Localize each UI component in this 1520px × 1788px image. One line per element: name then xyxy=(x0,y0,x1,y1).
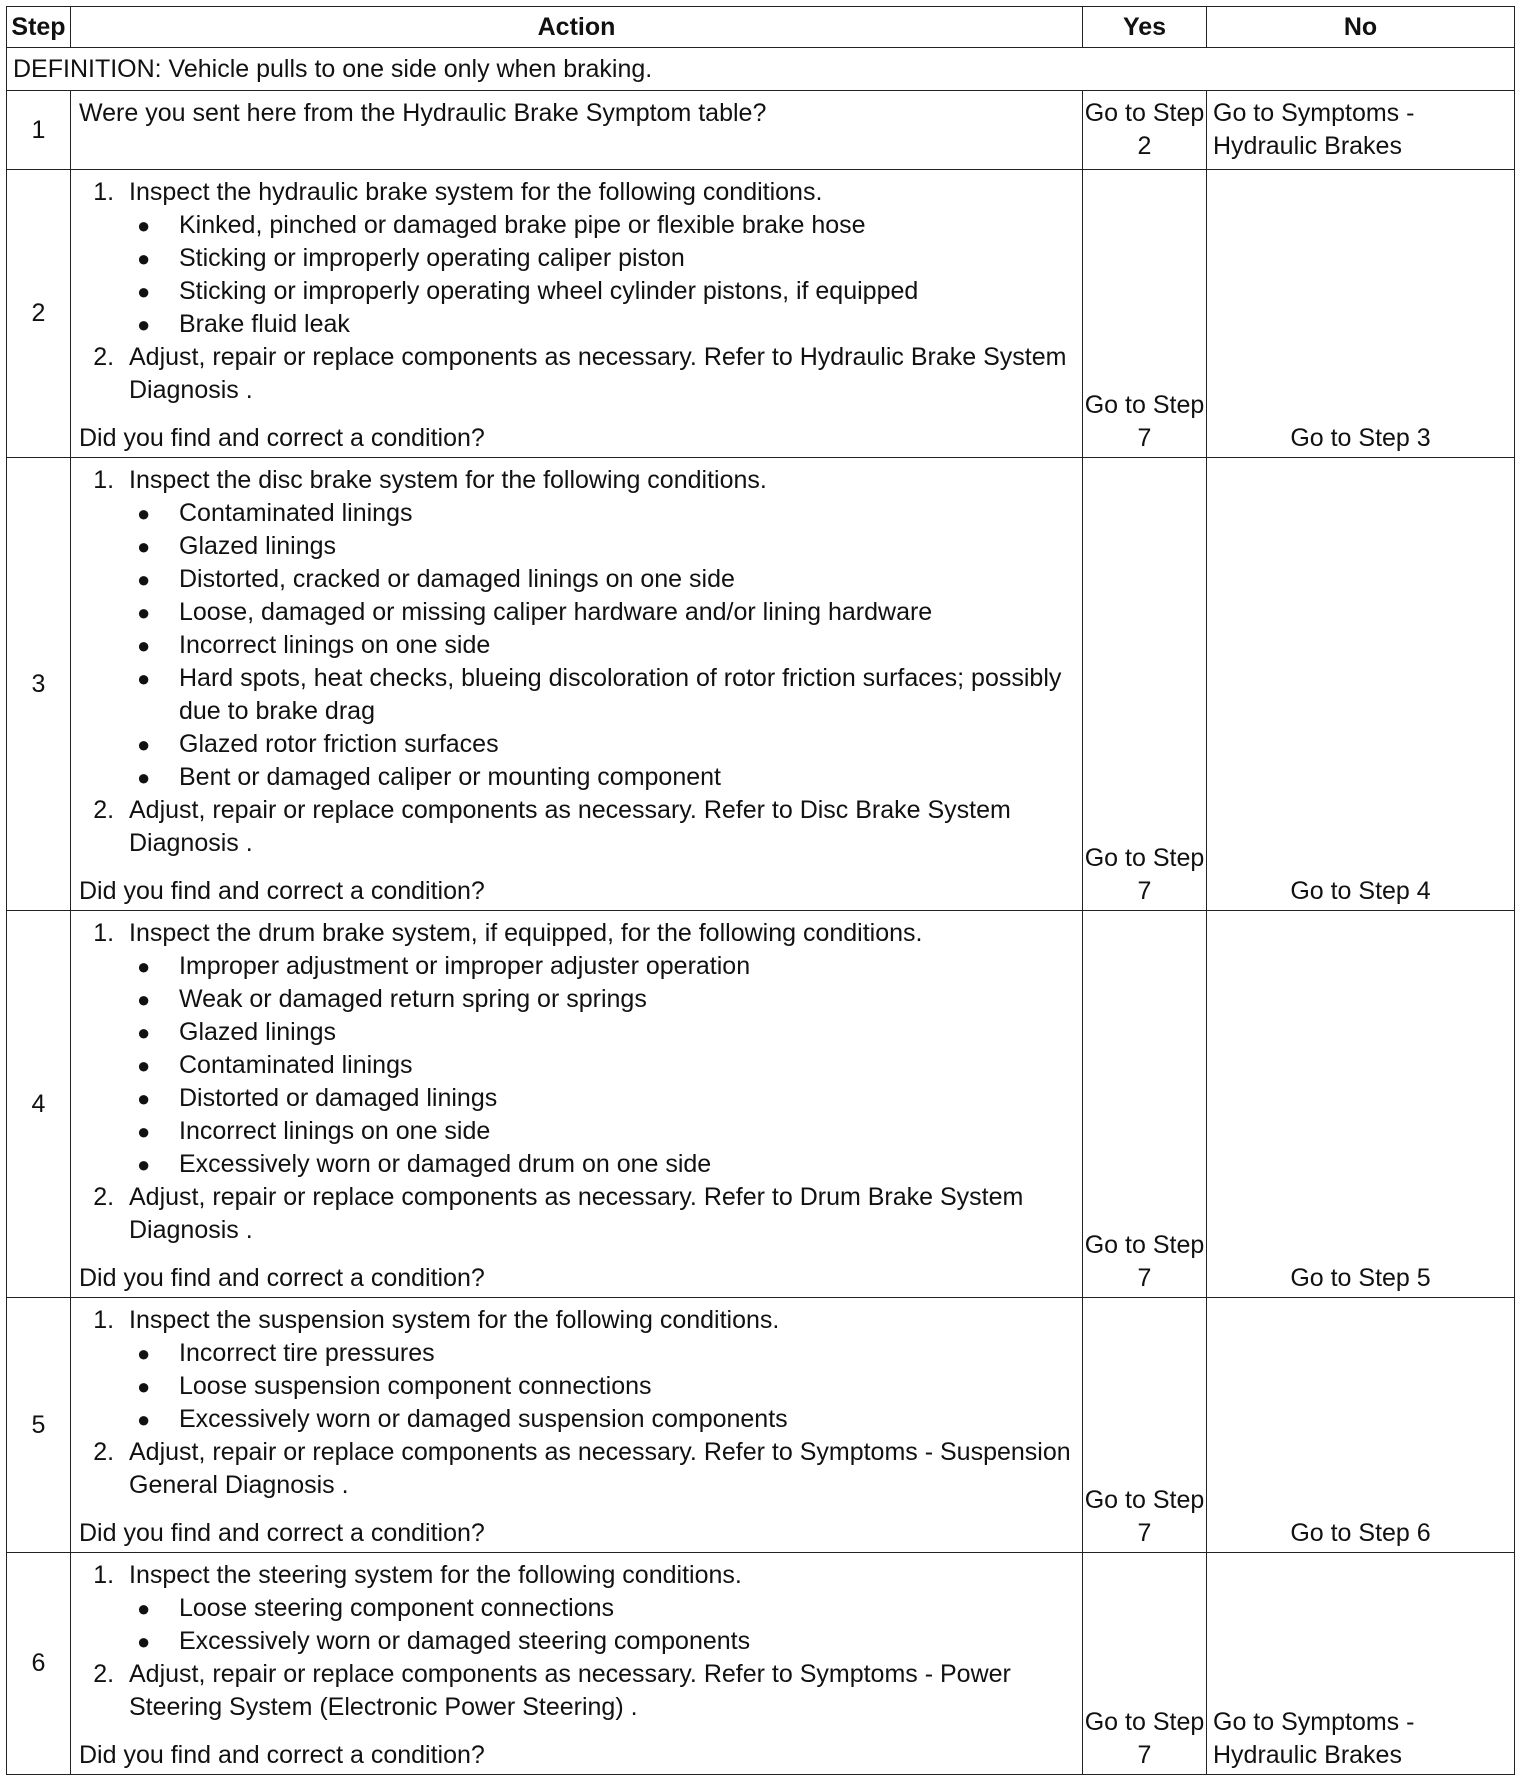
table-row xyxy=(7,1298,1515,1553)
step-number: 6 xyxy=(7,1553,71,1775)
header-step: Step xyxy=(7,7,71,48)
condition-item: ● Hard spots, heat checks, blueing discoloration of rotor friction surfaces; possibly due to brake drag xyxy=(169,662,1074,728)
list-item xyxy=(121,794,1074,860)
diagnostic-table xyxy=(6,6,1515,1775)
step-number: 4 xyxy=(7,911,71,1298)
condition-item: ● Contaminated linings xyxy=(169,497,1074,530)
condition-item: ● Loose steering component connections xyxy=(169,1592,1074,1625)
question-text: Did you find and correct a condition? xyxy=(79,877,485,905)
action-list xyxy=(79,176,1074,407)
condition-item: ● Contaminated linings xyxy=(169,1049,1074,1082)
action-list xyxy=(79,1304,1074,1502)
header-no: No xyxy=(1207,7,1515,48)
condition-item: ● Brake fluid leak xyxy=(169,308,1074,341)
step-number: 5 xyxy=(7,1298,71,1553)
inspect-text: Inspect the disc brake system for the following conditions. xyxy=(129,466,767,494)
inspect-text: Inspect the drum brake system, if equipped, for the following conditions. xyxy=(129,919,923,947)
definition-text: DEFINITION: Vehicle pulls to one side only when braking. xyxy=(7,48,1515,91)
condition-item: ● Excessively worn or damaged suspension components xyxy=(169,1403,1074,1436)
condition-item: ● Sticking or improperly operating caliper piston xyxy=(169,242,1074,275)
inspect-text: Inspect the suspension system for the following conditions. xyxy=(129,1306,780,1334)
yes-cell: Go to Step 7 xyxy=(1083,1298,1207,1553)
list-item xyxy=(121,1304,1074,1436)
list-item xyxy=(121,1658,1074,1724)
yes-cell: Go to Step 7 xyxy=(1083,1553,1207,1775)
action-cell xyxy=(71,91,1083,170)
adjust-text: Adjust, repair or replace components as necessary. Refer to Drum Brake System Diagnosis . xyxy=(129,1183,1024,1244)
step-number: 2 xyxy=(7,170,71,458)
action-text: Were you sent here from the Hydraulic Brake Symptom table? xyxy=(79,99,767,127)
condition-item: ● Glazed linings xyxy=(169,530,1074,563)
yes-cell: Go to Step 7 xyxy=(1083,170,1207,458)
no-cell: Go to Step 3 xyxy=(1207,170,1515,458)
no-cell: Go to Step 4 xyxy=(1207,458,1515,911)
action-list xyxy=(79,464,1074,860)
list-item xyxy=(121,1559,1074,1658)
adjust-text: Adjust, repair or replace components as necessary. Refer to Disc Brake System Diagnosis . xyxy=(129,796,1011,857)
table-row xyxy=(7,911,1515,1298)
condition-item: ● Weak or damaged return spring or springs xyxy=(169,983,1074,1016)
condition-item: ● Loose suspension component connections xyxy=(169,1370,1074,1403)
condition-item: ● Distorted, cracked or damaged linings on one side xyxy=(169,563,1074,596)
action-list xyxy=(79,1559,1074,1724)
definition-row xyxy=(7,48,1515,91)
condition-item: ● Improper adjustment or improper adjuster operation xyxy=(169,950,1074,983)
no-cell: Go to Step 5 xyxy=(1207,911,1515,1298)
condition-list xyxy=(129,1337,1074,1436)
question-text: Did you find and correct a condition? xyxy=(79,1264,485,1292)
yes-cell: Go to Step 7 xyxy=(1083,458,1207,911)
condition-item: ● Incorrect linings on one side xyxy=(169,1115,1074,1148)
list-item xyxy=(121,1181,1074,1247)
action-cell xyxy=(71,911,1083,1298)
action-cell xyxy=(71,1298,1083,1553)
no-cell: Go to Symptoms - Hydraulic Brakes xyxy=(1207,91,1515,170)
no-cell: Go to Step 6 xyxy=(1207,1298,1515,1553)
header-action: Action xyxy=(71,7,1083,48)
condition-item: ● Glazed linings xyxy=(169,1016,1074,1049)
question-text: Did you find and correct a condition? xyxy=(79,424,485,452)
list-item xyxy=(121,1436,1074,1502)
step-number: 1 xyxy=(7,91,71,170)
condition-item: ● Incorrect tire pressures xyxy=(169,1337,1074,1370)
yes-cell: Go to Step 2 xyxy=(1083,91,1207,170)
header-yes: Yes xyxy=(1083,7,1207,48)
condition-item: ● Loose, damaged or missing caliper hardware and/or lining hardware xyxy=(169,596,1074,629)
action-cell xyxy=(71,458,1083,911)
action-cell xyxy=(71,1553,1083,1775)
condition-item: ● Incorrect linings on one side xyxy=(169,629,1074,662)
condition-list xyxy=(129,497,1074,794)
diagnostic-document xyxy=(6,6,1514,1775)
list-item xyxy=(121,464,1074,794)
condition-item: ● Distorted or damaged linings xyxy=(169,1082,1074,1115)
list-item xyxy=(121,176,1074,341)
table-row xyxy=(7,170,1515,458)
action-cell xyxy=(71,170,1083,458)
inspect-text: Inspect the steering system for the following conditions. xyxy=(129,1561,742,1589)
condition-item: ● Glazed rotor friction surfaces xyxy=(169,728,1074,761)
condition-item: ● Excessively worn or damaged steering components xyxy=(169,1625,1074,1658)
adjust-text: Adjust, repair or replace components as necessary. Refer to Symptoms - Suspension General Diagnosis . xyxy=(129,1438,1071,1499)
condition-item: ● Sticking or improperly operating wheel cylinder pistons, if equipped xyxy=(169,275,1074,308)
header-row xyxy=(7,7,1515,48)
no-cell: Go to Symptoms - Hydraulic Brakes xyxy=(1207,1553,1515,1775)
condition-list xyxy=(129,209,1074,341)
question-text: Did you find and correct a condition? xyxy=(79,1741,485,1769)
table-row xyxy=(7,91,1515,170)
condition-item: ● Kinked, pinched or damaged brake pipe or flexible brake hose xyxy=(169,209,1074,242)
condition-list xyxy=(129,1592,1074,1658)
step-number: 3 xyxy=(7,458,71,911)
adjust-text: Adjust, repair or replace components as necessary. Refer to Symptoms - Power Steering System (Electronic Power Steering) . xyxy=(129,1660,1011,1721)
inspect-text: Inspect the hydraulic brake system for the following conditions. xyxy=(129,178,823,206)
question-text: Did you find and correct a condition? xyxy=(79,1519,485,1547)
condition-item: ● Excessively worn or damaged drum on one side xyxy=(169,1148,1074,1181)
yes-cell: Go to Step 7 xyxy=(1083,911,1207,1298)
list-item xyxy=(121,341,1074,407)
action-list xyxy=(79,917,1074,1247)
condition-item: ● Bent or damaged caliper or mounting component xyxy=(169,761,1074,794)
list-item xyxy=(121,917,1074,1181)
table-row xyxy=(7,458,1515,911)
table-row xyxy=(7,1553,1515,1775)
condition-list xyxy=(129,950,1074,1181)
adjust-text: Adjust, repair or replace components as necessary. Refer to Hydraulic Brake System Diagnosis . xyxy=(129,343,1067,404)
